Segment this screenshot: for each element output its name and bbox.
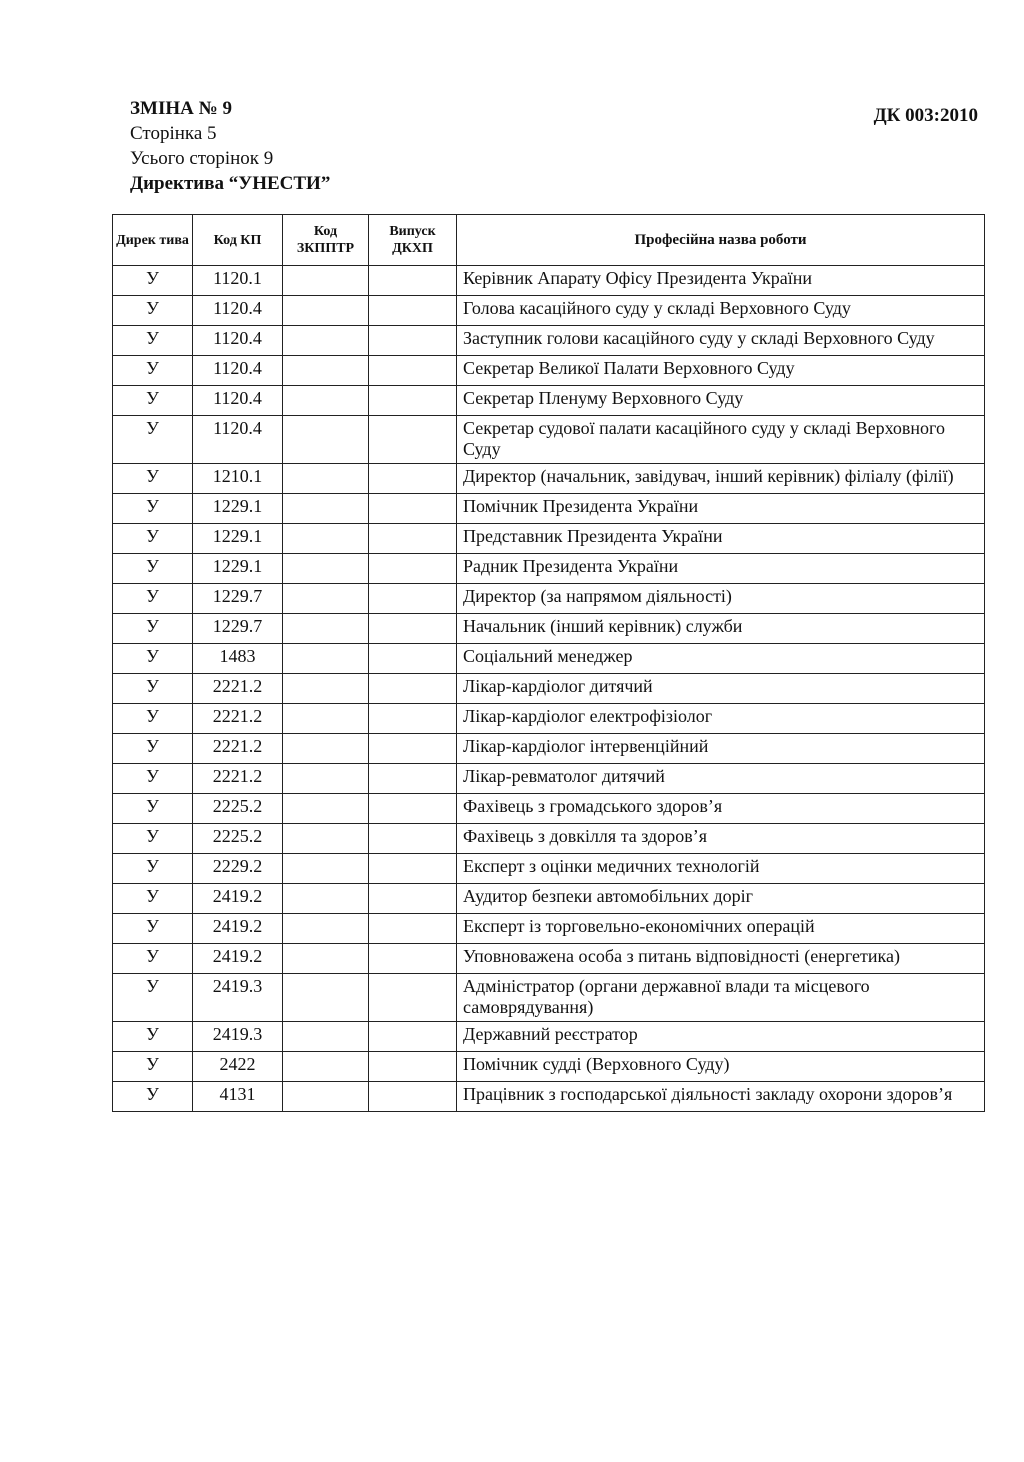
zkpptr-code-cell: [283, 1052, 369, 1082]
table-row: [113, 1022, 985, 1052]
directive-cell: У: [113, 854, 193, 884]
kp-code-cell: 1229.7: [193, 584, 283, 614]
table-row: [113, 884, 985, 914]
profession-name-cell: Експерт з оцінки медичних технологій: [457, 854, 985, 884]
dkhp-issue-cell: [369, 584, 457, 614]
dkhp-issue-cell: [369, 794, 457, 824]
dkhp-issue-cell: [369, 356, 457, 386]
table-row: [113, 494, 985, 524]
zkpptr-code-cell: [283, 854, 369, 884]
dkhp-issue-cell: [369, 854, 457, 884]
kp-code-cell: 2225.2: [193, 794, 283, 824]
directive-cell: У: [113, 416, 193, 464]
kp-code-cell: 1120.4: [193, 416, 283, 464]
table-row: [113, 266, 985, 296]
profession-name-cell: Соціальний менеджер: [457, 644, 985, 674]
profession-name-cell: Заступник голови касаційного суду у складі Верховного Суду: [457, 326, 985, 356]
directive-title: Директива “УНЕСТИ”: [130, 173, 331, 194]
zkpptr-code-cell: [283, 914, 369, 944]
table-row: [113, 554, 985, 584]
directive-cell: У: [113, 884, 193, 914]
directive-cell: У: [113, 326, 193, 356]
profession-name-cell: Представник Президента України: [457, 524, 985, 554]
dkhp-issue-cell: [369, 734, 457, 764]
column-header-profession-name: Професійна назва роботи: [457, 215, 985, 266]
table-row: [113, 764, 985, 794]
zkpptr-code-cell: [283, 974, 369, 1022]
column-header-dkhp-issue: Випуск ДКХП: [369, 215, 457, 266]
zkpptr-code-cell: [283, 356, 369, 386]
zkpptr-code-cell: [283, 1082, 369, 1112]
table-row: [113, 356, 985, 386]
profession-name-cell: Аудитор безпеки автомобільних доріг: [457, 884, 985, 914]
zkpptr-code-cell: [283, 644, 369, 674]
profession-name-cell: Працівник з господарської діяльності закладу охорони здоров’я: [457, 1082, 985, 1112]
profession-name-cell: Помічник судді (Верховного Суду): [457, 1052, 985, 1082]
profession-name-cell: Адміністратор (органи державної влади та місцевого самоврядування): [457, 974, 985, 1022]
directive-cell: У: [113, 1022, 193, 1052]
directive-cell: У: [113, 356, 193, 386]
table-row: [113, 584, 985, 614]
table-row: [113, 974, 985, 1022]
column-header-zkpptr-code: Код ЗКППТР: [283, 215, 369, 266]
dkhp-issue-cell: [369, 884, 457, 914]
dkhp-issue-cell: [369, 1052, 457, 1082]
dkhp-issue-cell: [369, 944, 457, 974]
table-row: [113, 644, 985, 674]
table-row: [113, 914, 985, 944]
kp-code-cell: 2221.2: [193, 764, 283, 794]
dkhp-issue-cell: [369, 614, 457, 644]
directive-cell: У: [113, 614, 193, 644]
table-row: [113, 674, 985, 704]
dkhp-issue-cell: [369, 974, 457, 1022]
table-row: [113, 704, 985, 734]
zkpptr-code-cell: [283, 584, 369, 614]
dkhp-issue-cell: [369, 296, 457, 326]
zkpptr-code-cell: [283, 554, 369, 584]
dkhp-issue-cell: [369, 704, 457, 734]
profession-name-cell: Директор (за напрямом діяльності): [457, 584, 985, 614]
profession-name-cell: Уповноважена особа з питань відповідності (енергетика): [457, 944, 985, 974]
profession-name-cell: Лікар-кардіолог електрофізіолог: [457, 704, 985, 734]
zkpptr-code-cell: [283, 416, 369, 464]
zkpptr-code-cell: [283, 464, 369, 494]
kp-code-cell: 1229.7: [193, 614, 283, 644]
kp-code-cell: 1120.4: [193, 356, 283, 386]
change-title: ЗМІНА № 9: [130, 98, 232, 119]
table-row: [113, 614, 985, 644]
kp-code-cell: 2221.2: [193, 734, 283, 764]
dkhp-issue-cell: [369, 1082, 457, 1112]
zkpptr-code-cell: [283, 326, 369, 356]
table-header-row: [113, 215, 985, 266]
kp-code-cell: 2229.2: [193, 854, 283, 884]
table-row: [113, 794, 985, 824]
kp-code-cell: 2221.2: [193, 674, 283, 704]
directive-cell: У: [113, 824, 193, 854]
zkpptr-code-cell: [283, 824, 369, 854]
dkhp-issue-cell: [369, 266, 457, 296]
kp-code-cell: 1120.4: [193, 326, 283, 356]
profession-name-cell: Помічник Президента України: [457, 494, 985, 524]
kp-code-cell: 2419.2: [193, 944, 283, 974]
profession-name-cell: Лікар-кардіолог інтервенційний: [457, 734, 985, 764]
zkpptr-code-cell: [283, 944, 369, 974]
directive-cell: У: [113, 464, 193, 494]
table-row: [113, 464, 985, 494]
directive-cell: У: [113, 704, 193, 734]
directive-cell: У: [113, 296, 193, 326]
directive-cell: У: [113, 674, 193, 704]
profession-name-cell: Голова касаційного суду у складі Верховного Суду: [457, 296, 985, 326]
dkhp-issue-cell: [369, 326, 457, 356]
column-header-kp-code: Код КП: [193, 215, 283, 266]
zkpptr-code-cell: [283, 884, 369, 914]
page-number: Сторінка 5: [130, 123, 217, 144]
zkpptr-code-cell: [283, 764, 369, 794]
zkpptr-code-cell: [283, 524, 369, 554]
kp-code-cell: 2221.2: [193, 704, 283, 734]
kp-code-cell: 2419.2: [193, 914, 283, 944]
profession-name-cell: Начальник (інший керівник) служби: [457, 614, 985, 644]
table-row: [113, 1052, 985, 1082]
dkhp-issue-cell: [369, 1022, 457, 1052]
document-header: [130, 96, 330, 196]
directive-cell: У: [113, 494, 193, 524]
directive-cell: У: [113, 386, 193, 416]
zkpptr-code-cell: [283, 266, 369, 296]
kp-code-cell: 1229.1: [193, 554, 283, 584]
profession-name-cell: Експерт із торговельно-економічних операцій: [457, 914, 985, 944]
zkpptr-code-cell: [283, 1022, 369, 1052]
dkhp-issue-cell: [369, 554, 457, 584]
table-row: [113, 824, 985, 854]
profession-name-cell: Фахівець з громадського здоров’я: [457, 794, 985, 824]
directive-cell: У: [113, 794, 193, 824]
kp-code-cell: 1229.1: [193, 494, 283, 524]
profession-name-cell: Лікар-кардіолог дитячий: [457, 674, 985, 704]
profession-name-cell: Секретар Великої Палати Верховного Суду: [457, 356, 985, 386]
directive-cell: У: [113, 764, 193, 794]
directive-cell: У: [113, 524, 193, 554]
dkhp-issue-cell: [369, 416, 457, 464]
profession-name-cell: Секретар Пленуму Верховного Суду: [457, 386, 985, 416]
professions-table: [112, 214, 985, 1112]
table-body: [113, 266, 985, 1112]
table-row: [113, 296, 985, 326]
directive-cell: У: [113, 734, 193, 764]
dkhp-issue-cell: [369, 386, 457, 416]
zkpptr-code-cell: [283, 794, 369, 824]
table-row: [113, 416, 985, 464]
table-row: [113, 524, 985, 554]
zkpptr-code-cell: [283, 614, 369, 644]
dkhp-issue-cell: [369, 464, 457, 494]
total-pages: Усього сторінок 9: [130, 148, 274, 169]
zkpptr-code-cell: [283, 704, 369, 734]
zkpptr-code-cell: [283, 494, 369, 524]
zkpptr-code-cell: [283, 386, 369, 416]
kp-code-cell: 2422: [193, 1052, 283, 1082]
dkhp-issue-cell: [369, 914, 457, 944]
dkhp-issue-cell: [369, 644, 457, 674]
directive-cell: У: [113, 1052, 193, 1082]
table-row: [113, 386, 985, 416]
dkhp-issue-cell: [369, 764, 457, 794]
dkhp-issue-cell: [369, 494, 457, 524]
profession-name-cell: Лікар-ревматолог дитячий: [457, 764, 985, 794]
directive-cell: У: [113, 644, 193, 674]
zkpptr-code-cell: [283, 734, 369, 764]
directive-cell: У: [113, 974, 193, 1022]
table-row: [113, 944, 985, 974]
table-row: [113, 854, 985, 884]
table-row: [113, 1082, 985, 1112]
directive-cell: У: [113, 914, 193, 944]
dkhp-issue-cell: [369, 824, 457, 854]
directive-cell: У: [113, 944, 193, 974]
kp-code-cell: 2419.3: [193, 974, 283, 1022]
kp-code-cell: 2225.2: [193, 824, 283, 854]
kp-code-cell: 1210.1: [193, 464, 283, 494]
dkhp-issue-cell: [369, 674, 457, 704]
profession-name-cell: Фахівець з довкілля та здоров’я: [457, 824, 985, 854]
kp-code-cell: 1120.1: [193, 266, 283, 296]
profession-name-cell: Керівник Апарату Офісу Президента України: [457, 266, 985, 296]
kp-code-cell: 4131: [193, 1082, 283, 1112]
profession-name-cell: Радник Президента України: [457, 554, 985, 584]
kp-code-cell: 2419.2: [193, 884, 283, 914]
kp-code-cell: 1483: [193, 644, 283, 674]
directive-cell: У: [113, 554, 193, 584]
kp-code-cell: 2419.3: [193, 1022, 283, 1052]
directive-cell: У: [113, 266, 193, 296]
directive-cell: У: [113, 584, 193, 614]
table-row: [113, 734, 985, 764]
kp-code-cell: 1229.1: [193, 524, 283, 554]
zkpptr-code-cell: [283, 674, 369, 704]
kp-code-cell: 1120.4: [193, 386, 283, 416]
classifier-code: ДК 003:2010: [873, 105, 978, 126]
profession-name-cell: Секретар судової палати касаційного суду у складі Верховного Суду: [457, 416, 985, 464]
column-header-directive: Дирек тива: [113, 215, 193, 266]
profession-name-cell: Державний реєстратор: [457, 1022, 985, 1052]
directive-cell: У: [113, 1082, 193, 1112]
table-row: [113, 326, 985, 356]
dkhp-issue-cell: [369, 524, 457, 554]
zkpptr-code-cell: [283, 296, 369, 326]
kp-code-cell: 1120.4: [193, 296, 283, 326]
profession-name-cell: Директор (начальник, завідувач, інший керівник) філіалу (філії): [457, 464, 985, 494]
